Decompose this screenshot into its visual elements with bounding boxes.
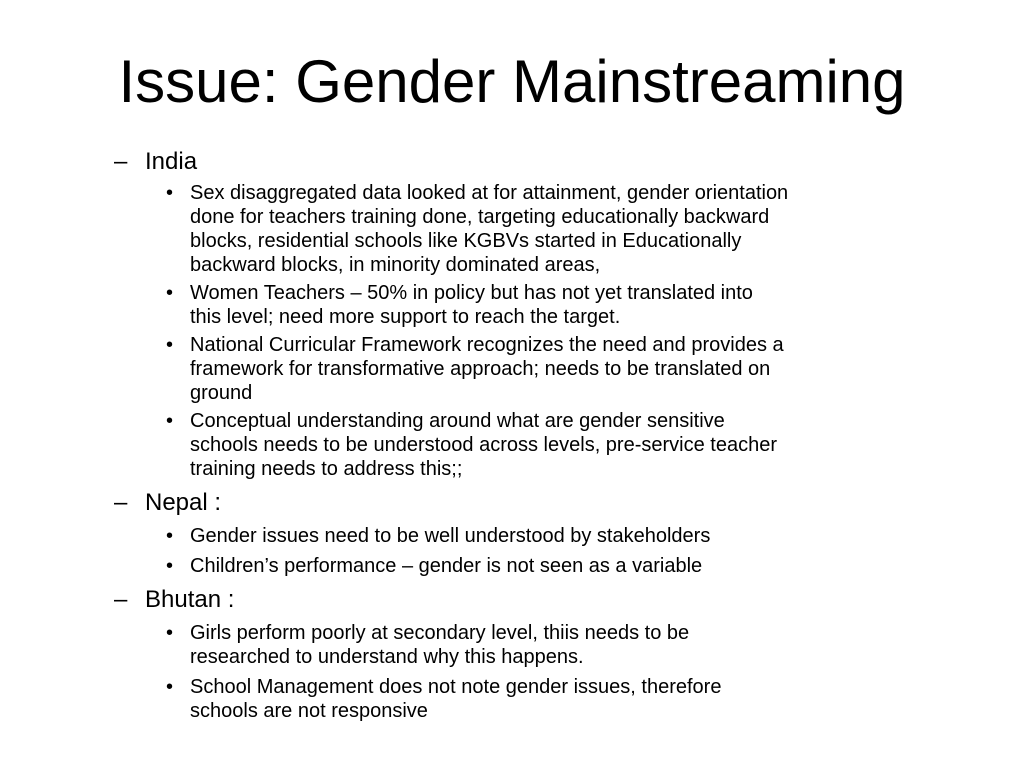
dash-marker: – — [114, 489, 128, 516]
bullet-marker: • — [166, 525, 174, 547]
bullet-line: blocks, residential schools like KGBVs started in Educationally — [190, 230, 742, 252]
section-heading-label: India — [145, 148, 198, 175]
bullet-item — [0, 524, 1024, 548]
bullet-line: researched to understand why this happens. — [190, 646, 584, 668]
section-heading — [0, 146, 1024, 177]
bullet-item — [0, 333, 1024, 405]
bullet-item — [0, 675, 1024, 723]
slide-title: Issue: Gender Mainstreaming — [118, 48, 906, 115]
bullet-item — [0, 554, 1024, 578]
bullet-item — [0, 281, 1024, 329]
bullet-item — [0, 181, 1024, 277]
section-heading — [0, 487, 1024, 518]
bullet-marker: • — [166, 282, 174, 304]
section-heading — [0, 584, 1024, 615]
section-bhutan — [0, 584, 1024, 723]
bullet-line: done for teachers training done, targeting educationally backward — [190, 206, 770, 228]
dash-marker: – — [114, 586, 128, 613]
slide-content — [0, 146, 1024, 725]
bullet-line: framework for transformative approach; needs to be translated on — [190, 358, 771, 380]
bullet-line: School Management does not note gender issues, therefore — [190, 676, 722, 698]
bullet-item — [0, 621, 1024, 669]
bullet-line: this level; need more support to reach the target. — [190, 306, 621, 328]
dash-marker: – — [114, 148, 128, 175]
bullet-line: Sex disaggregated data looked at for attainment, gender orientation — [190, 182, 789, 204]
bullet-line: Gender issues need to be well understood by stakeholders — [190, 525, 711, 547]
bullet-line: Women Teachers – 50% in policy but has not yet translated into — [190, 282, 753, 304]
bullet-item — [0, 409, 1024, 481]
section-india — [0, 146, 1024, 481]
bullet-line: Children’s performance – gender is not seen as a variable — [190, 555, 703, 577]
bullet-line: schools are not responsive — [190, 700, 428, 722]
bullet-marker: • — [166, 182, 174, 204]
bullet-line: National Curricular Framework recognizes the need and provides a — [190, 334, 784, 356]
section-heading-label: Nepal : — [145, 489, 222, 516]
bullet-line: backward blocks, in minority dominated areas, — [190, 254, 601, 276]
bullet-marker: • — [166, 676, 174, 698]
bullet-marker: • — [166, 334, 174, 356]
bullet-marker: • — [166, 622, 174, 644]
bullet-line: training needs to address this;; — [190, 458, 463, 480]
bullet-line: Conceptual understanding around what are gender sensitive — [190, 410, 725, 432]
bullet-marker: • — [166, 410, 174, 432]
section-heading-label: Bhutan : — [145, 586, 235, 613]
bullet-line: schools needs to be understood across levels, pre-service teacher — [190, 434, 777, 456]
bullet-line: Girls perform poorly at secondary level, thiis needs to be — [190, 622, 690, 644]
bullet-line: ground — [190, 382, 253, 404]
section-nepal — [0, 487, 1024, 578]
bullet-marker: • — [166, 555, 174, 577]
